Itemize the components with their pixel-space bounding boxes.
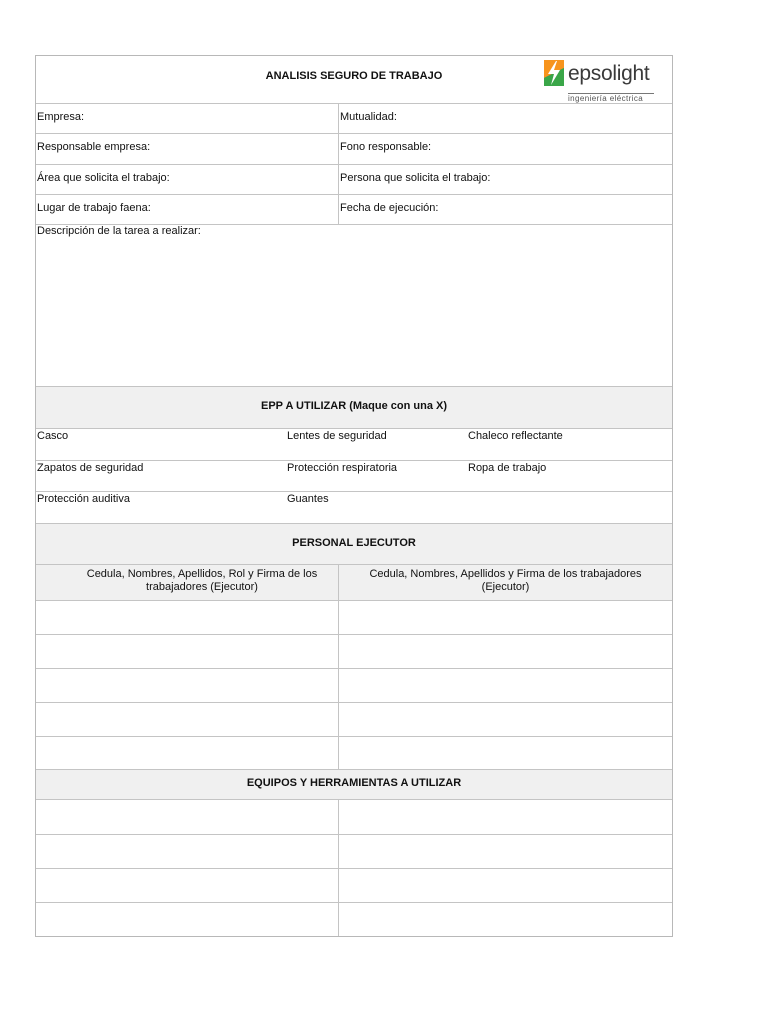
responsable-field[interactable] [36,134,338,164]
company-logo [544,60,654,102]
logo-name: epsolight [568,62,650,85]
title-row [36,56,672,104]
info-row [36,104,672,134]
area-field[interactable] [36,165,338,194]
persona-label: Persona que solicita el trabajo: [340,172,491,184]
empresa-label: Empresa: [37,111,85,123]
table-row [36,669,672,703]
empresa-field[interactable] [36,104,338,133]
personal-cell[interactable] [36,635,338,668]
area-label: Área que solicita el trabajo: [37,172,170,184]
epp-item[interactable]: Ropa de trabajo [468,462,547,474]
lugar-label: Lugar de trabajo faena: [37,202,151,214]
table-row [36,601,672,635]
epp-row [36,429,672,461]
descripcion-label: Descripción de la tarea a realizar: [37,225,201,237]
info-row [36,134,672,165]
epp-item[interactable]: Casco [37,430,69,442]
equipos-cell[interactable] [36,835,338,868]
mutualidad-label: Mutualidad: [340,111,397,123]
epp-row [36,461,672,492]
descripcion-field[interactable] [36,225,672,387]
info-row [36,165,672,195]
epp-item[interactable]: Protección auditiva [37,493,130,505]
equipos-header [36,770,672,800]
table-row [36,835,672,869]
equipos-header-text: EQUIPOS Y HERRAMIENTAS A UTILIZAR [246,777,462,789]
form-title: ANALISIS SEGURO DE TRABAJO [265,70,443,82]
personal-col2-header: Cedula, Nombres, Apellidos y Firma de los trabajadores (Ejecutor) [338,565,672,600]
personal-header [36,524,672,565]
epp-item[interactable]: Guantes [287,493,329,505]
equipos-cell[interactable] [338,869,672,902]
personal-cell[interactable] [36,737,338,769]
lugar-field[interactable] [36,195,338,224]
personal-cell[interactable] [36,601,338,634]
fecha-field[interactable] [338,195,672,224]
epp-item[interactable]: Protección respiratoria [287,462,398,474]
personal-cell[interactable] [36,669,338,702]
responsable-label: Responsable empresa: [37,141,151,153]
equipos-cell[interactable] [36,869,338,902]
epp-item[interactable]: Chaleco reflectante [468,430,563,442]
epp-header-text: EPP A UTILIZAR (Maque con una X) [261,400,447,412]
epp-row [36,492,672,524]
personal-columns [36,565,672,601]
personal-cell[interactable] [338,601,672,634]
table-row [36,869,672,903]
persona-field[interactable] [338,165,672,194]
logo-tagline: ingeniería eléctrica [568,93,654,104]
personal-cell[interactable] [36,703,338,736]
table-row [36,703,672,737]
fono-field[interactable] [338,134,672,164]
table-row [36,800,672,835]
mutualidad-field[interactable] [338,104,672,133]
equipos-cell[interactable] [36,903,338,936]
epp-item[interactable]: Lentes de seguridad [287,430,387,442]
fono-label: Fono responsable: [340,141,432,153]
lightning-bolt-icon [544,60,564,86]
epp-item[interactable]: Zapatos de seguridad [37,462,144,474]
equipos-cell[interactable] [36,800,338,834]
personal-cell[interactable] [338,635,672,668]
table-row [36,635,672,669]
table-row [36,903,672,936]
safety-analysis-form [35,55,673,937]
personal-cell[interactable] [338,669,672,702]
personal-cell[interactable] [338,737,672,769]
table-row [36,737,672,770]
equipos-cell[interactable] [338,800,672,834]
personal-col1-header: Cedula, Nombres, Apellidos, Rol y Firma de los trabajadores (Ejecutor) [86,568,318,593]
personal-header-text: PERSONAL EJECUTOR [292,537,416,549]
epp-header [36,387,672,429]
info-row [36,195,672,225]
fecha-label: Fecha de ejecución: [340,202,439,214]
personal-cell[interactable] [338,703,672,736]
equipos-cell[interactable] [338,903,672,936]
equipos-cell[interactable] [338,835,672,868]
